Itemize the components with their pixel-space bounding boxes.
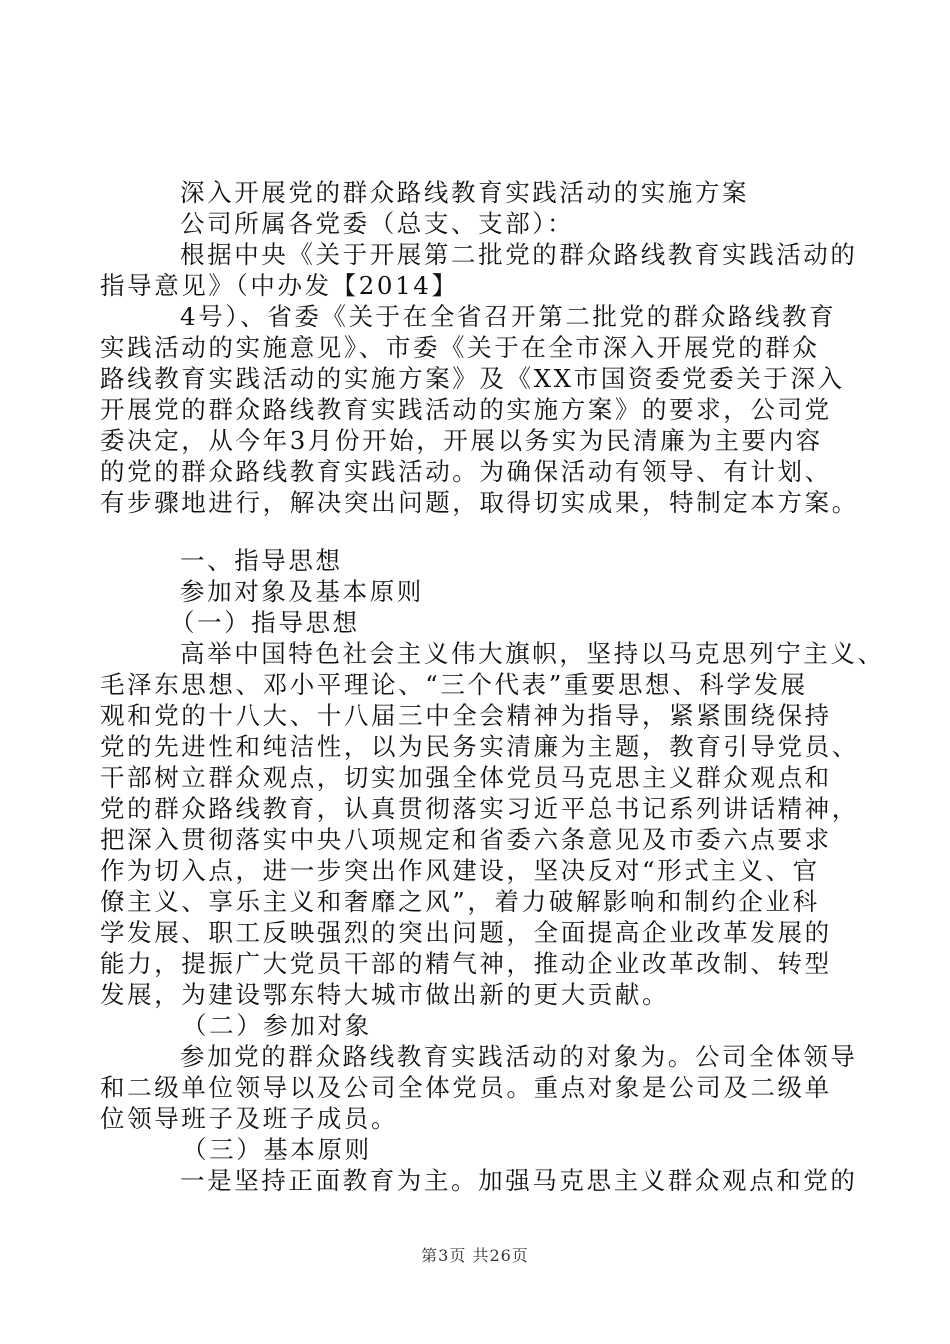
body-line: 把深入贯彻落实中央八项规定和省委六条意见及市委六点要求 xyxy=(100,825,832,854)
document-title: 深入开展党的群众路线教育实践活动的实施方案 xyxy=(180,178,750,207)
section-heading: 一、指导思想 xyxy=(180,546,343,575)
body-line: 根据中央《关于开展第二批党的群众路线教育实践活动的 xyxy=(180,240,858,269)
salutation: 公司所属各党委（总支、支部）： xyxy=(180,209,575,238)
body-line: 高举中国特色社会主义伟大旗帜，坚持以马克思列宁主义、 xyxy=(180,639,885,668)
section-subheading: 参加对象及基本原则 xyxy=(180,577,424,606)
body-line: 学发展、职工反映强烈的突出问题，全面提高企业改革发展的 xyxy=(100,918,832,947)
body-line: 委决定，从今年3月份开始，开展以务实为民清廉为主要内容 xyxy=(100,426,823,455)
body-line: 4号）、省委《关于在全省召开第二批党的群众路线教育 xyxy=(180,302,837,331)
body-line: 党的群众路线教育，认真贯彻落实习近平总书记系列讲话精神， xyxy=(100,794,859,823)
body-line: 能力，提振广大党员干部的精气神，推动企业改革改制、转型 xyxy=(100,949,832,978)
body-line: 党的先进性和纯洁性，以为民务实清廉为主题，教育引导党员、 xyxy=(100,732,859,761)
subsection-heading: （一）指导思想 xyxy=(170,608,360,637)
body-line: 和二级单位领导以及公司全体党员。重点对象是公司及二级单 xyxy=(100,1073,832,1102)
body-line: 开展党的群众路线教育实践活动的实施方案》的要求，公司党 xyxy=(100,395,832,424)
body-line: 僚主义、享乐主义和奢靡之风”，着力破解影响和制约企业科 xyxy=(100,887,820,916)
body-line: 位领导班子及班子成员。 xyxy=(100,1104,399,1133)
body-line: 作为切入点，进一步突出作风建设，坚决反对“形式主义、官 xyxy=(100,856,820,885)
body-line: 有步骤地进行，解决突出问题，取得切实成果，特制定本方案。 xyxy=(100,488,859,517)
body-line: 干部树立群众观点，切实加强全体党员马克思主义群众观点和 xyxy=(100,763,832,792)
body-line: 观和党的十八大、十八届三中全会精神为指导，紧紧围绕保持 xyxy=(100,701,832,730)
body-line: 一是坚持正面教育为主。加强马克思主义群众观点和党的 xyxy=(180,1166,858,1195)
body-line: 发展，为建设鄂东特大城市做出新的更大贡献。 xyxy=(100,980,670,1009)
body-line: 指导意见》（中办发【2014】 xyxy=(100,271,459,300)
page-footer: 第3页 共26页 xyxy=(421,1246,529,1265)
subsection-heading: （二）参加对象 xyxy=(182,1011,372,1040)
body-line: 参加党的群众路线教育实践活动的对象为。公司全体领导 xyxy=(180,1042,858,1071)
subsection-heading: （三）基本原则 xyxy=(182,1135,372,1164)
body-line: 的党的群众路线教育实践活动。为确保活动有领导、有计划、 xyxy=(100,457,832,486)
body-line: 路线教育实践活动的实施方案》及《XX市国资委党委关于深入 xyxy=(100,364,845,393)
body-line: 实践活动的实施意见》、市委《关于在全市深入开展党的群众 xyxy=(100,333,820,362)
body-line: 毛泽东思想、邓小平理论、“三个代表”重要思想、科学发展 xyxy=(100,670,808,699)
